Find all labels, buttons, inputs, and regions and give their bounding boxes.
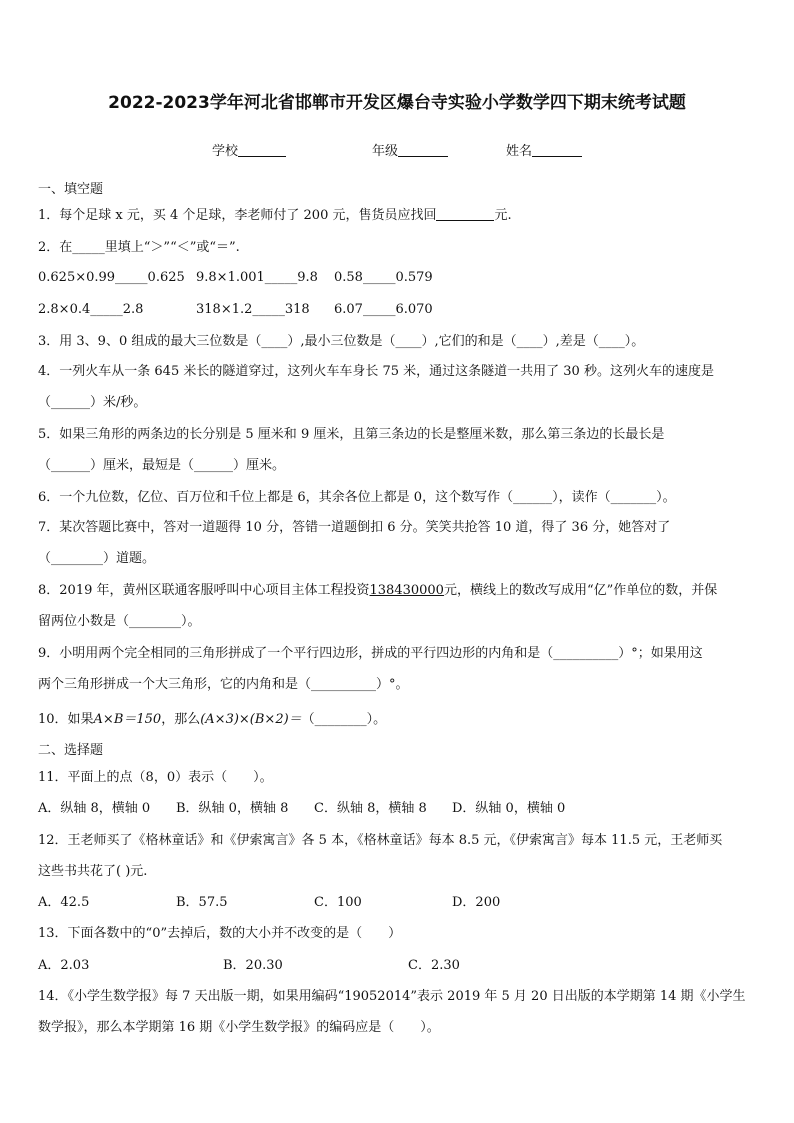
question-2-row-1: [38, 268, 754, 288]
option-b[interactable]: B．57.5: [176, 895, 228, 910]
option-c[interactable]: C．100: [314, 895, 362, 910]
question-1-tail: 元.: [494, 208, 512, 223]
section-heading-choice: 二、选择题: [38, 743, 104, 758]
grade-field: [372, 140, 448, 159]
question-2-row-2: [38, 300, 754, 320]
question-10-pre: 10．如果: [38, 712, 94, 727]
question-8-post: 元，横线上的数改写成用“亿”作单位的数，并保: [443, 583, 718, 598]
question-4-line-1: 4．一列火车从一条 645 米长的隧道穿过，这列火车车身长 75 米，通过这条隧道一共用了 30 秒。这列火车的速度是: [38, 364, 714, 379]
question-10-mid: ，那么: [161, 712, 201, 727]
question-10: [38, 710, 754, 730]
grade-label: 年级: [372, 144, 399, 159]
question-4-line-2: （______）米/秒。: [38, 395, 147, 410]
school-blank[interactable]: [238, 143, 286, 157]
question-14-line-2: 数学报》，那么本学期第 16 期《小学生数学报》的编码应是（ ）。: [38, 1020, 440, 1035]
question-8-line-2: 留两位小数是（________）。: [38, 614, 201, 629]
question-1-blank[interactable]: [436, 207, 494, 221]
compare-item: 318×1.2_____318: [196, 302, 310, 317]
compare-item: 0.58_____0.579: [334, 270, 433, 285]
question-13: 13．下面各数中的“0”去掉后，数的大小并不改变的是（ ）: [38, 926, 402, 941]
name-field: [506, 140, 582, 159]
question-12-options: [38, 893, 754, 913]
compare-item: 2.8×0.4_____2.8: [38, 302, 144, 317]
formula: (A×3)×(B×2)＝: [200, 712, 302, 727]
name-label: 姓名: [506, 144, 533, 159]
formula: A×B＝150: [93, 712, 162, 727]
option-c[interactable]: C．2.30: [408, 958, 460, 973]
question-9-line-1: 9．小明用两个完全相同的三角形拼成了一个平行四边形，拼成的平行四边形的内角和是（__________）°；如果用这: [38, 646, 703, 661]
option-a[interactable]: A．纵轴 8，横轴 0: [38, 801, 151, 816]
question-5-line-2: （______）厘米，最短是（______）厘米。: [38, 458, 286, 473]
question-2: 2．在_____里填上“＞”“＜”或“＝”.: [38, 240, 240, 255]
underlined-number: 138430000: [369, 583, 444, 598]
question-3: 3．用 3、9、0 组成的最大三位数是（____）,最小三位数是（____）,它们的和是（____）,差是（____）。: [38, 334, 645, 349]
question-8-line-1: [38, 581, 754, 601]
school-label: 学校: [212, 144, 239, 159]
question-11-options: [38, 799, 754, 819]
option-b[interactable]: B．20.30: [223, 958, 283, 973]
option-c[interactable]: C．纵轴 8，横轴 8: [314, 801, 427, 816]
question-1: [38, 206, 754, 226]
section-heading-fill: 一、填空题: [38, 182, 104, 197]
question-6: 6．一个九位数，亿位、百万位和千位上都是 6，其余各位上都是 0，这个数写作（______），读作（_______）。: [38, 490, 676, 505]
question-14-line-1: 14．《小学生数学报》每 7 天出版一期，如果用编码“19052014”表示 2019 年 5 月 20 日出版的本学期第 14 期《小学生: [38, 989, 746, 1004]
option-a[interactable]: A．42.5: [38, 895, 90, 910]
name-blank[interactable]: [532, 143, 582, 157]
question-12-line-1: 12．王老师买了《格林童话》和《伊索寓言》各 5 本，《格林童话》每本 8.5 元，《伊索寓言》每本 11.5 元，王老师买: [38, 833, 723, 848]
option-b[interactable]: B．纵轴 0，横轴 8: [176, 801, 289, 816]
question-7-line-1: 7．某次答题比赛中，答对一道题得 10 分，答错一道题倒扣 6 分。笑笑共抢答 10 道，得了 36 分，她答对了: [38, 520, 671, 535]
page-title: 2022-2023学年河北省邯郸市开发区爆台寺实验小学数学四下期末统考试题: [108, 93, 686, 113]
question-10-post: （________）。: [301, 712, 387, 727]
question-7-line-2: （________）道题。: [38, 551, 156, 566]
option-a[interactable]: A．2.03: [38, 958, 90, 973]
question-1-text: 1．每个足球 x 元，买 4 个足球，李老师付了 200 元，售货员应找回: [38, 208, 437, 223]
question-12-line-2: 这些书共花了( )元.: [38, 864, 148, 879]
compare-item: 0.625×0.99_____0.625: [38, 270, 185, 285]
question-13-options: [38, 956, 754, 976]
option-d[interactable]: D．200: [452, 895, 501, 910]
question-9-line-2: 两个三角形拼成一个大三角形，它的内角和是（__________）°。: [38, 677, 409, 692]
option-d[interactable]: D．纵轴 0，横轴 0: [452, 801, 566, 816]
question-11: 11．平面上的点（8，0）表示（ ）。: [38, 770, 273, 785]
question-5-line-1: 5．如果三角形的两条边的长分别是 5 厘米和 9 厘米，且第三条边的长是整厘米数，那么第三条边的长最长是: [38, 427, 665, 442]
compare-item: 9.8×1.001_____9.8: [196, 270, 318, 285]
grade-blank[interactable]: [398, 143, 448, 157]
school-field: [212, 140, 286, 159]
compare-item: 6.07_____6.070: [334, 302, 433, 317]
question-8-pre: 8．2019 年，黄州区联通客服呼叫中心项目主体工程投资: [38, 583, 370, 598]
